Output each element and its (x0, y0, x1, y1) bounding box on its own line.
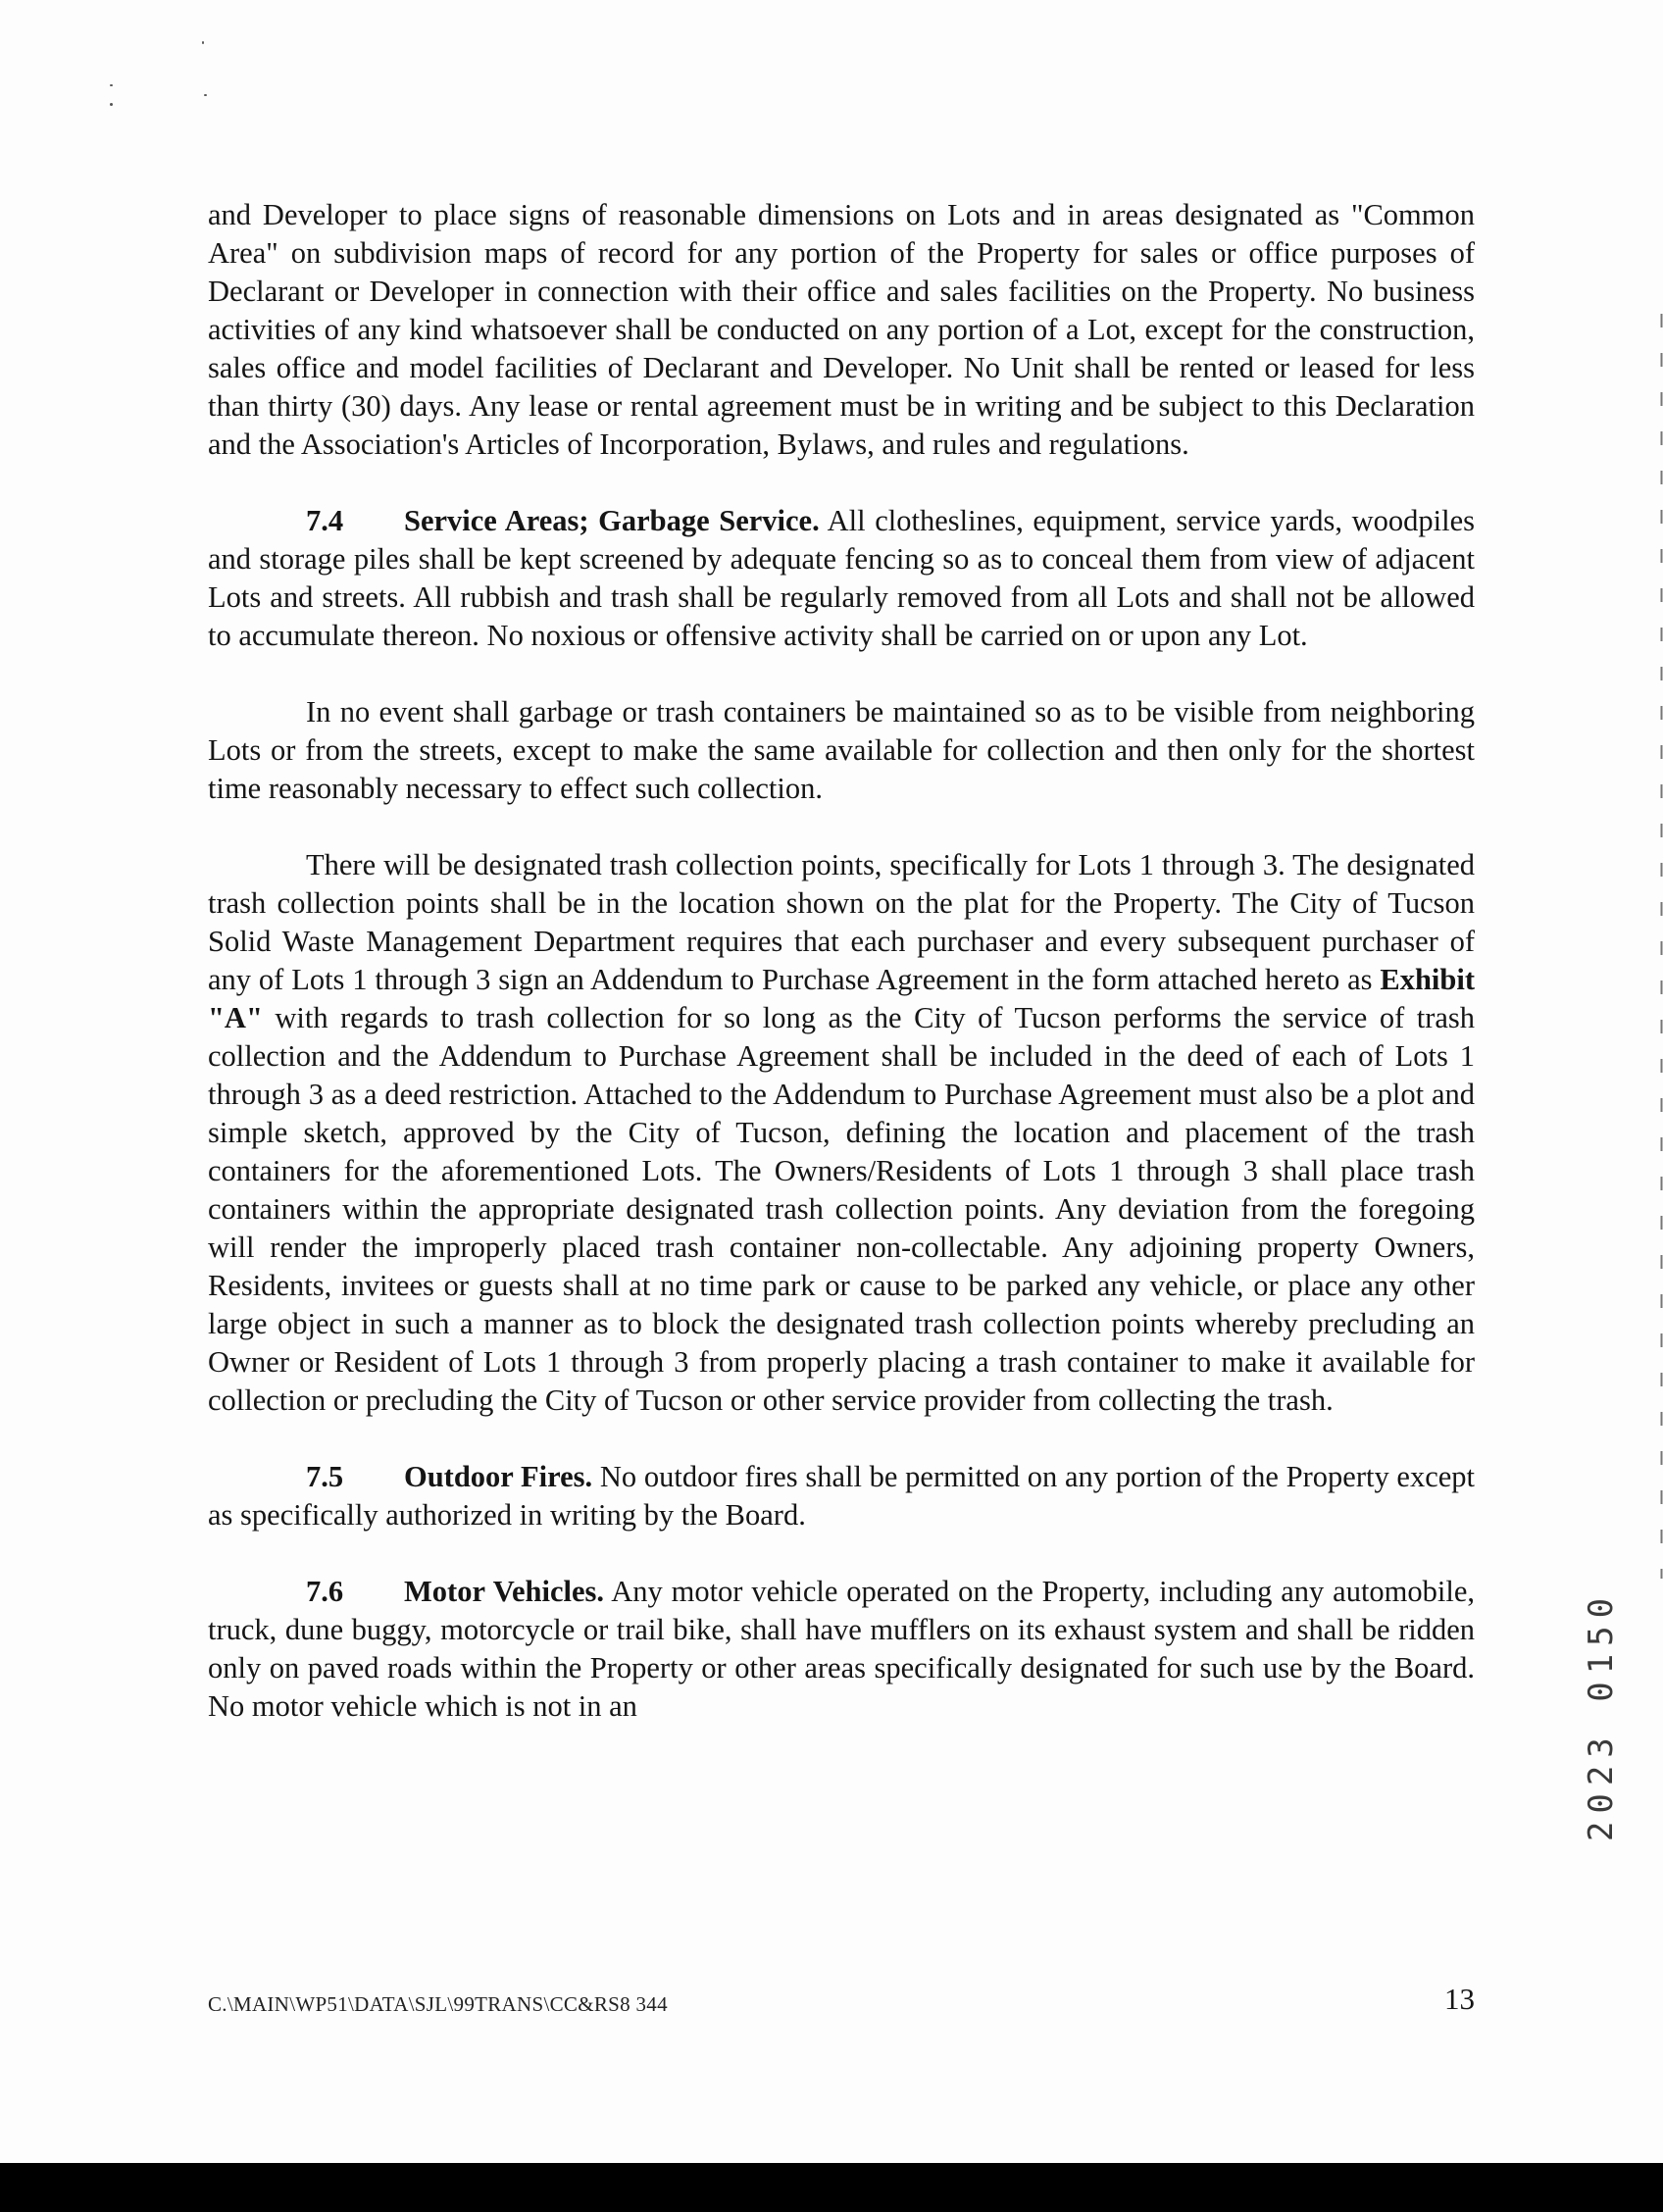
paragraph-text: There will be designated trash collection points, specifically for Lots 1 through 3. The designated trash collection points shall be in the location shown on the plat for the Property. The City of Tucson Solid Waste Management Department requires that each purchaser and every subsequent purchaser of any of Lots 1 through 3 sign an Addendum to Purchase Agreement in the form attached hereto as (208, 848, 1475, 996)
paragraph-trash-collection-points (208, 846, 1475, 1420)
section-title: Outdoor Fires. (404, 1460, 593, 1493)
section-number: 7.5 (306, 1460, 344, 1493)
page-number: 13 (1444, 1982, 1475, 2016)
section-7-6 (208, 1573, 1475, 1726)
exhibit-reference: Exhibit "A" (208, 963, 1475, 1034)
scan-speck (204, 94, 207, 96)
section-7-4 (208, 502, 1475, 655)
footer-file-path: C.\MAIN\WP51\DATA\SJL\99TRANS\CC&RS8 344 (208, 1992, 668, 2016)
scan-speck (110, 84, 113, 86)
section-body: Any motor vehicle operated on the Property, including any automobile, truck, dune buggy, motorcycle or trail bike, shall have mufflers on its exhaust system and shall be ridden only on paved roads within the Property or other areas specifically designated for such use by the Board. No motor vehicle which is not in an (208, 1575, 1476, 1723)
section-number: 7.6 (306, 1575, 344, 1608)
scan-speck (202, 41, 204, 44)
recording-stamp-text: 2023 0150 (1582, 1589, 1622, 1842)
scan-speck (110, 103, 113, 106)
section-body: All clotheslines, equipment, service yards, woodpiles and storage piles shall be kept screened by adequate fencing so as to conceal them from view of adjacent Lots and streets. All rubbish and trash shall be regularly removed from all Lots and shall not be allowed to accumulate thereon. No noxious or offensive activity shall be carried on or upon any Lot. (208, 504, 1476, 652)
section-body: No outdoor fires shall be permitted on any portion of the Property except as specifically authorized in writing by the Board. (208, 1460, 1475, 1532)
paragraph-signs-and-leasing: and Developer to place signs of reasonable dimensions on Lots and in areas designated as "Common Area" on subdivision maps of record for any portion of the Property for sales or office purposes of Declarant or Developer in connection with their office and sales facilities on the Property. No business activities of any kind whatsoever shall be conducted on any portion of a Lot, except for the construction, sales office and model facilities of Declarant and Developer. No Unit shall be rented or leased for less than thirty (30) days. Any lease or rental agreement must be in writing and be subject to this Declaration and the Association's Articles of Incorporation, Bylaws, and rules and regulations. (208, 198, 1475, 461)
section-title: Service Areas; Garbage Service. (404, 504, 820, 537)
document-body (208, 196, 1475, 1764)
section-number: 7.4 (306, 504, 344, 537)
section-title: Motor Vehicles. (404, 1575, 604, 1608)
paragraph-garbage-containers: In no event shall garbage or trash containers be maintained so as to be visible from neighboring Lots or from the streets, except to make the same available for collection and then only for the shortest time reasonably necessary to effect such collection. (208, 695, 1475, 805)
recording-stamp (1582, 1530, 1621, 1902)
section-7-5 (208, 1458, 1475, 1534)
paragraph-text: with regards to trash collection for so long as the City of Tucson performs the service of trash collection and the Addendum to Purchase Agreement shall be included in the deed of each of Lots 1 through 3 as a deed restriction. Attached to the Addendum to Purchase Agreement must also be a plot and simple sketch, approved by the City of Tucson, defining the location and placement of the trash containers for the aforementioned Lots. The Owners/Residents of Lots 1 through 3 shall place trash containers within the appropriate designated trash collection points. Any deviation from the foregoing will render the improperly placed trash container non-collectable. Any adjoining property Owners, Residents, invitees or guests shall at no time park or cause to be parked any vehicle, or place any other large object in such a manner as to block the designated trash collection points whereby precluding an Owner or Resident of Lots 1 through 3 from properly placing a trash container to make it available for collection or precluding the City of Tucson or other service provider from collecting the trash. (208, 1001, 1476, 1417)
